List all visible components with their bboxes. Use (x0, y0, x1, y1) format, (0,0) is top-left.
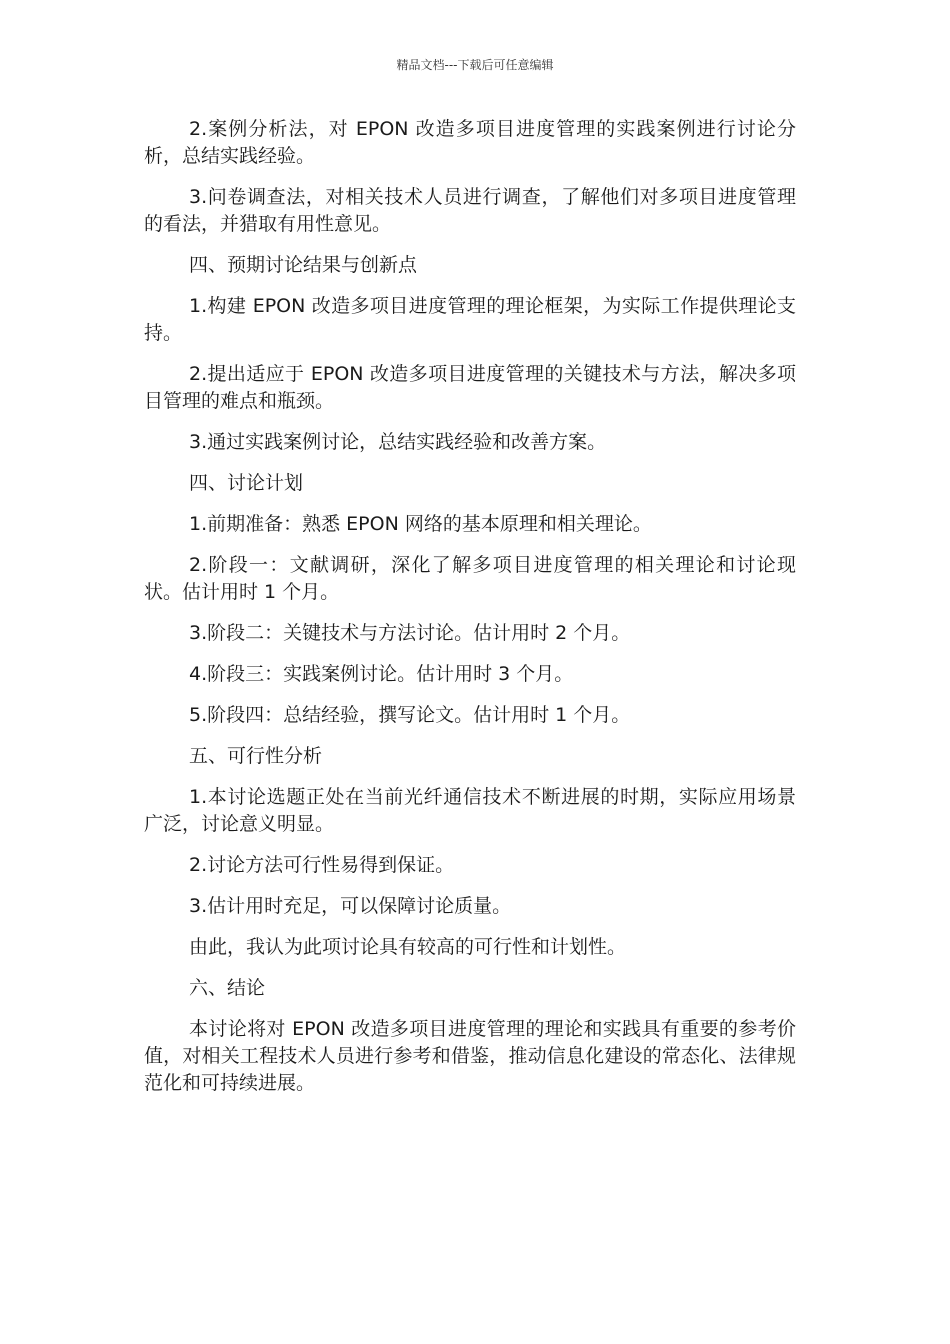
section-heading-expected-results: 四、预期讨论结果与创新点 (189, 254, 418, 276)
paragraph-result-3: 3.通过实践案例讨论，总结实践经验和改善方案。 (189, 431, 607, 453)
paragraph-feasibility-3: 3.估计用时充足，可以保障讨论质量。 (189, 895, 512, 917)
paragraph-plan-stage-3: 4.阶段三：实践案例讨论。估计用时 3 个月。 (189, 663, 574, 685)
page-header: 精品文档---下载后可任意编辑 (396, 58, 554, 72)
paragraph-result-1: 1.构建 EPON 改造多项目进度管理的理论框架，为实际工作提供理论支持。 (144, 295, 796, 344)
paragraph-questionnaire: 3.问卷调查法，对相关技术人员进行调查，了解他们对多项目进度管理的看法，并猎取有用性意见。 (144, 186, 796, 235)
paragraph-feasibility-summary: 由此，我认为此项讨论具有较高的可行性和计划性。 (189, 936, 627, 958)
paragraph-conclusion: 本讨论将对 EPON 改造多项目进度管理的理论和实践具有重要的参考价值，对相关工程技术人员进行参考和借鉴，推动信息化建设的常态化、法律规范化和可持续进展。 (144, 1018, 796, 1094)
paragraph-plan-stage-2: 3.阶段二：关键技术与方法讨论。估计用时 2 个月。 (189, 622, 631, 644)
paragraph-feasibility-1: 1.本讨论选题正处在当前光纤通信技术不断进展的时期，实际应用场景广泛，讨论意义明显。 (144, 786, 796, 835)
section-heading-conclusion: 六、结论 (189, 977, 266, 999)
paragraph-plan-stage-4: 5.阶段四：总结经验，撰写论文。估计用时 1 个月。 (189, 704, 631, 726)
paragraph-plan-prep: 1.前期准备：熟悉 EPON 网络的基本原理和相关理论。 (189, 513, 652, 535)
paragraph-case-analysis: 2.案例分析法，对 EPON 改造多项目进度管理的实践案例进行讨论分析，总结实践经验。 (144, 118, 796, 167)
section-heading-feasibility: 五、可行性分析 (189, 745, 323, 767)
paragraph-plan-stage-1: 2.阶段一：文献调研，深化了解多项目进度管理的相关理论和讨论现状。估计用时 1 个月。 (144, 554, 796, 603)
section-heading-plan: 四、讨论计划 (189, 472, 304, 494)
paragraph-result-2: 2.提出适应于 EPON 改造多项目进度管理的关键技术与方法，解决多项目管理的难点和瓶颈。 (144, 363, 796, 412)
paragraph-feasibility-2: 2.讨论方法可行性易得到保证。 (189, 854, 455, 876)
document-body (144, 116, 796, 1111)
